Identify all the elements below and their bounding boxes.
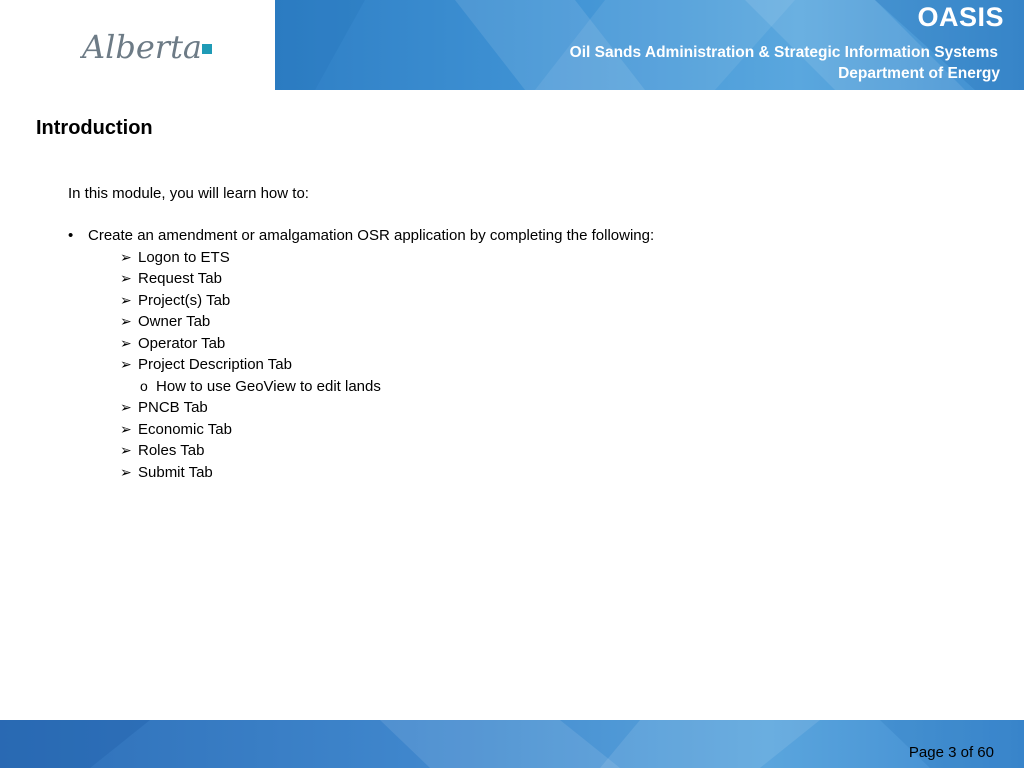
step-row: [120, 354, 654, 376]
circle-bullet-icon: o: [140, 377, 148, 394]
step-item: [120, 247, 654, 269]
step-row: [120, 462, 654, 484]
arrow-bullet-icon: ➢: [120, 463, 132, 480]
alberta-logo: [80, 22, 220, 70]
step-item: [120, 462, 654, 484]
arrow-bullet-icon: ➢: [120, 248, 132, 265]
step-label: Owner Tab: [138, 313, 211, 330]
step-label: PNCB Tab: [138, 399, 208, 416]
step-item: [120, 311, 654, 333]
arrow-bullet-icon: ➢: [120, 442, 132, 458]
step-label: Economic Tab: [138, 420, 232, 438]
bullet-row: [68, 226, 654, 247]
substep-label: How to use GeoView to edit lands: [156, 377, 381, 395]
banner-title: OASIS: [917, 2, 1004, 32]
banner-department: Department of Energy: [838, 65, 1000, 82]
bullet-label: Create an amendment or amalgamation OSR application by completing the following:: [88, 227, 655, 244]
step-item: [120, 354, 654, 397]
step-item: [120, 397, 654, 419]
step-label: Request Tab: [138, 270, 222, 287]
step-item: [120, 440, 654, 462]
step-row: [120, 311, 654, 333]
step-row: [120, 268, 654, 290]
arrow-bullet-icon: ➢: [120, 420, 132, 437]
step-row: [120, 440, 654, 462]
arrow-bullet-icon: ➢: [120, 399, 132, 415]
header: [0, 0, 1024, 90]
step-item: [120, 290, 654, 312]
step-item: [120, 268, 654, 290]
alberta-logo-graphic: [80, 22, 220, 70]
arrow-bullet-icon: ➢: [120, 291, 132, 308]
logo-panel: [0, 0, 275, 90]
step-row: [120, 419, 654, 441]
step-row: [120, 397, 654, 419]
step-item: [120, 333, 654, 355]
arrow-bullet-icon: ➢: [120, 334, 132, 351]
footer: [0, 720, 1024, 768]
arrow-bullet-icon: ➢: [120, 313, 132, 329]
step-row: [120, 333, 654, 355]
step-list: [68, 247, 654, 484]
bullet-list: [68, 226, 654, 483]
substep-row: [140, 376, 654, 398]
substep-list: [120, 376, 654, 398]
bullet-marker: •: [68, 227, 74, 244]
bullet-item: [68, 226, 654, 483]
step-label: Submit Tab: [138, 463, 213, 481]
step-item: [120, 419, 654, 441]
step-row: [120, 247, 654, 269]
page-title: Introduction: [36, 117, 153, 139]
banner-subtitle: Oil Sands Administration & Strategic Information Systems: [569, 44, 998, 61]
footer-decoration: [0, 720, 1024, 768]
step-row: [120, 290, 654, 312]
step-label: Project(s) Tab: [138, 291, 231, 309]
intro-text: In this module, you will learn how to:: [68, 185, 309, 202]
arrow-bullet-icon: ➢: [120, 356, 132, 372]
svg-text:Alberta: Alberta: [82, 28, 202, 66]
substep-item: [140, 376, 654, 398]
step-label: Operator Tab: [138, 334, 226, 352]
step-label: Project Description Tab: [138, 356, 292, 373]
step-label: Roles Tab: [138, 442, 205, 459]
arrow-bullet-icon: ➢: [120, 270, 132, 286]
step-label: Logon to ETS: [138, 248, 230, 266]
page-number: Page 3 of 60: [908, 744, 994, 761]
oasis-banner: [275, 0, 1024, 90]
